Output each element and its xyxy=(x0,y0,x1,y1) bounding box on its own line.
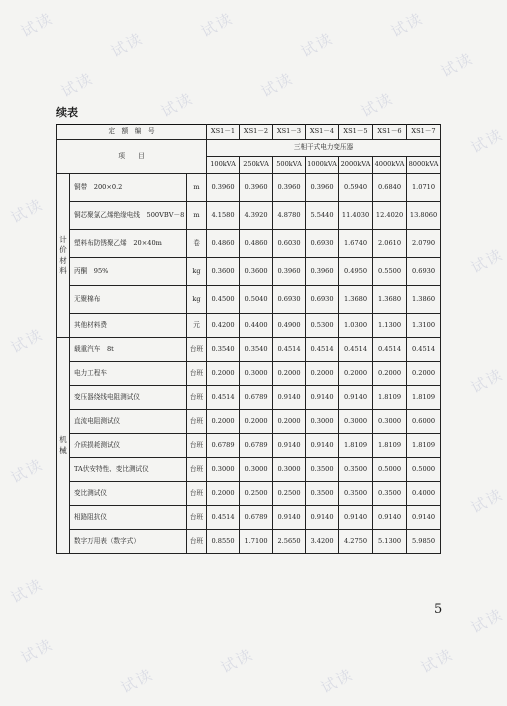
value-cell: 0.9140 xyxy=(339,386,373,410)
value-cell: 0.3600 xyxy=(207,258,240,286)
value-cell: 1.8109 xyxy=(373,434,407,458)
value-cell: 1.1300 xyxy=(373,314,407,338)
watermark-text: 试读 xyxy=(158,89,197,121)
value-cell: 0.4514 xyxy=(407,338,441,362)
item-name-cell: 铜带 200×0.2 xyxy=(70,174,187,202)
code-cell: XS1－2 xyxy=(240,125,273,140)
item-name-cell: 变比测试仪 xyxy=(70,482,187,506)
value-cell: 0.5300 xyxy=(306,314,339,338)
category-cell: 机械 xyxy=(57,338,70,554)
value-cell: 0.6000 xyxy=(407,410,441,434)
value-cell: 5.5440 xyxy=(306,202,339,230)
value-cell: 1.0300 xyxy=(339,314,373,338)
value-cell: 0.3000 xyxy=(240,362,273,386)
watermark-text: 试读 xyxy=(468,125,507,157)
value-cell: 0.5940 xyxy=(339,174,373,202)
value-cell: 0.4514 xyxy=(339,338,373,362)
table-row xyxy=(57,506,441,530)
unit-cell: 台班 xyxy=(187,482,207,506)
capacity-cell: 4000kVA xyxy=(373,157,407,174)
value-cell: 0.9140 xyxy=(306,434,339,458)
value-cell: 0.2000 xyxy=(273,362,306,386)
value-cell: 0.3540 xyxy=(240,338,273,362)
continued-table-heading: 续表 xyxy=(56,106,78,119)
value-cell: 0.4860 xyxy=(240,230,273,258)
value-cell: 0.9140 xyxy=(306,386,339,410)
value-cell: 0.6930 xyxy=(273,286,306,314)
group-header-row xyxy=(57,140,441,157)
value-cell: 0.6030 xyxy=(273,230,306,258)
value-cell: 2.0610 xyxy=(373,230,407,258)
capacity-cell: 8000kVA xyxy=(407,157,441,174)
code-header-row xyxy=(57,125,441,140)
unit-cell: 台班 xyxy=(187,530,207,554)
table-row xyxy=(57,286,441,314)
value-cell: 0.4000 xyxy=(407,482,441,506)
value-cell: 0.3960 xyxy=(240,174,273,202)
code-cell: XS1－3 xyxy=(273,125,306,140)
value-cell: 1.7100 xyxy=(240,530,273,554)
unit-cell: kg xyxy=(187,286,207,314)
value-cell: 0.8550 xyxy=(207,530,240,554)
value-cell: 0.4514 xyxy=(207,386,240,410)
category-cell: 计价材料 xyxy=(57,174,70,338)
value-cell: 0.2000 xyxy=(339,362,373,386)
value-cell: 0.2000 xyxy=(373,362,407,386)
code-cell: XS1－1 xyxy=(207,125,240,140)
value-cell: 0.5000 xyxy=(373,458,407,482)
unit-cell: 台班 xyxy=(187,458,207,482)
value-cell: 0.6930 xyxy=(407,258,441,286)
value-cell: 0.6789 xyxy=(207,434,240,458)
watermark-text: 试读 xyxy=(358,89,397,121)
watermark-text: 试读 xyxy=(18,635,57,667)
watermark-text: 试读 xyxy=(468,605,507,637)
unit-cell: 台班 xyxy=(187,386,207,410)
value-cell: 12.4020 xyxy=(373,202,407,230)
value-cell: 0.3960 xyxy=(273,258,306,286)
item-name-cell: 直流电阻测试仪 xyxy=(70,410,187,434)
table-row xyxy=(57,202,441,230)
value-cell: 0.2000 xyxy=(240,410,273,434)
watermark-text: 试读 xyxy=(218,645,257,677)
unit-cell: m xyxy=(187,174,207,202)
quota-table-body xyxy=(57,125,441,554)
value-cell: 2.5650 xyxy=(273,530,306,554)
item-name-cell: 丙酮 95% xyxy=(70,258,187,286)
value-cell: 0.4950 xyxy=(339,258,373,286)
value-cell: 0.4514 xyxy=(207,506,240,530)
watermark-text: 试读 xyxy=(58,69,97,101)
value-cell: 0.4860 xyxy=(207,230,240,258)
value-cell: 1.8109 xyxy=(407,386,441,410)
watermark-text: 试读 xyxy=(198,9,237,41)
value-cell: 0.3000 xyxy=(207,458,240,482)
quota-table xyxy=(56,124,441,554)
value-cell: 0.4500 xyxy=(207,286,240,314)
value-cell: 4.8780 xyxy=(273,202,306,230)
value-cell: 0.3500 xyxy=(306,458,339,482)
value-cell: 0.4514 xyxy=(306,338,339,362)
code-cell: XS1－4 xyxy=(306,125,339,140)
capacity-cell: 1000kVA xyxy=(306,157,339,174)
value-cell: 0.3500 xyxy=(339,482,373,506)
unit-cell: kg xyxy=(187,258,207,286)
unit-cell: 台班 xyxy=(187,410,207,434)
value-cell: 0.3500 xyxy=(373,482,407,506)
table-row xyxy=(57,386,441,410)
value-cell: 0.3960 xyxy=(207,174,240,202)
value-cell: 1.3100 xyxy=(407,314,441,338)
table-row xyxy=(57,230,441,258)
value-cell: 1.3680 xyxy=(373,286,407,314)
capacity-cell: 500kVA xyxy=(273,157,306,174)
value-cell: 4.3920 xyxy=(240,202,273,230)
value-cell: 0.6789 xyxy=(240,386,273,410)
value-cell: 0.2000 xyxy=(407,362,441,386)
value-cell: 0.6789 xyxy=(240,434,273,458)
page-number: 5 xyxy=(434,602,443,617)
value-cell: 0.3500 xyxy=(306,482,339,506)
item-name-cell: 变压器绕线电阻测试仪 xyxy=(70,386,187,410)
value-cell: 0.2000 xyxy=(306,362,339,386)
watermark-text: 试读 xyxy=(298,29,337,61)
value-cell: 5.9850 xyxy=(407,530,441,554)
value-cell: 0.9140 xyxy=(373,506,407,530)
unit-cell: 台班 xyxy=(187,434,207,458)
transformer-group-label: 三相干式电力变压器 xyxy=(207,140,441,157)
table-row xyxy=(57,174,441,202)
value-cell: 0.9140 xyxy=(407,506,441,530)
capacity-cell: 100kVA xyxy=(207,157,240,174)
table-row xyxy=(57,530,441,554)
value-cell: 0.2000 xyxy=(273,410,306,434)
item-name-cell: 塑料布防锈聚乙烯 20×40m xyxy=(70,230,187,258)
value-cell: 0.3960 xyxy=(306,258,339,286)
watermark-text: 试读 xyxy=(8,195,47,227)
watermark-text: 试读 xyxy=(8,575,47,607)
value-cell: 0.2500 xyxy=(240,482,273,506)
value-cell: 3.4200 xyxy=(306,530,339,554)
value-cell: 0.2000 xyxy=(207,482,240,506)
table-row xyxy=(57,258,441,286)
value-cell: 0.3960 xyxy=(273,174,306,202)
watermark-text: 试读 xyxy=(418,645,457,677)
unit-cell: 台班 xyxy=(187,338,207,362)
value-cell: 13.8060 xyxy=(407,202,441,230)
capacity-cell: 250kVA xyxy=(240,157,273,174)
item-name-cell: 电力工程车 xyxy=(70,362,187,386)
value-cell: 0.6930 xyxy=(306,230,339,258)
value-cell: 0.4900 xyxy=(273,314,306,338)
value-cell: 0.6930 xyxy=(306,286,339,314)
code-cell: XS1－5 xyxy=(339,125,373,140)
item-header-label: 项 目 xyxy=(57,140,207,174)
value-cell: 0.3000 xyxy=(240,458,273,482)
item-name-cell: 数字万用表（数字式） xyxy=(70,530,187,554)
value-cell: 0.3000 xyxy=(306,410,339,434)
value-cell: 1.3680 xyxy=(339,286,373,314)
unit-cell: 台班 xyxy=(187,506,207,530)
watermark-text: 试读 xyxy=(318,665,357,697)
value-cell: 0.3960 xyxy=(306,174,339,202)
value-cell: 0.2000 xyxy=(207,410,240,434)
unit-cell: 元 xyxy=(187,314,207,338)
watermark-text: 试读 xyxy=(8,455,47,487)
unit-cell: 卷 xyxy=(187,230,207,258)
item-name-cell: TA伏安特性、变比测试仪 xyxy=(70,458,187,482)
value-cell: 4.1580 xyxy=(207,202,240,230)
value-cell: 11.4030 xyxy=(339,202,373,230)
watermark-text: 试读 xyxy=(468,365,507,397)
item-name-cell: 载重汽车 8t xyxy=(70,338,187,362)
table-row xyxy=(57,362,441,386)
value-cell: 1.8109 xyxy=(339,434,373,458)
watermark-text: 试读 xyxy=(438,49,477,81)
watermark-text: 试读 xyxy=(8,325,47,357)
value-cell: 0.3600 xyxy=(240,258,273,286)
value-cell: 4.2750 xyxy=(339,530,373,554)
value-cell: 1.8109 xyxy=(407,434,441,458)
value-cell: 0.9140 xyxy=(339,506,373,530)
value-cell: 1.8109 xyxy=(373,386,407,410)
watermark-text: 试读 xyxy=(388,9,427,41)
unit-cell: m xyxy=(187,202,207,230)
value-cell: 0.2500 xyxy=(273,482,306,506)
watermark-text: 试读 xyxy=(468,485,507,517)
watermark-text: 试读 xyxy=(108,29,147,61)
value-cell: 1.6740 xyxy=(339,230,373,258)
value-cell: 1.0710 xyxy=(407,174,441,202)
value-cell: 5.1300 xyxy=(373,530,407,554)
value-cell: 0.2000 xyxy=(207,362,240,386)
norm-number-label: 定 额 编 号 xyxy=(57,125,207,140)
value-cell: 0.9140 xyxy=(273,506,306,530)
value-cell: 0.4400 xyxy=(240,314,273,338)
capacity-cell: 2000kVA xyxy=(339,157,373,174)
table-row xyxy=(57,458,441,482)
value-cell: 0.6789 xyxy=(240,506,273,530)
value-cell: 0.6840 xyxy=(373,174,407,202)
value-cell: 0.3000 xyxy=(339,410,373,434)
value-cell: 0.4514 xyxy=(373,338,407,362)
value-cell: 1.3860 xyxy=(407,286,441,314)
value-cell: 0.3500 xyxy=(339,458,373,482)
code-cell: XS1－6 xyxy=(373,125,407,140)
table-row xyxy=(57,314,441,338)
value-cell: 0.9140 xyxy=(273,386,306,410)
value-cell: 0.4200 xyxy=(207,314,240,338)
value-cell: 0.5500 xyxy=(373,258,407,286)
item-name-cell: 相路阻抗仪 xyxy=(70,506,187,530)
watermark-text: 试读 xyxy=(468,245,507,277)
value-cell: 0.3000 xyxy=(373,410,407,434)
value-cell: 0.4514 xyxy=(273,338,306,362)
value-cell: 0.9140 xyxy=(306,506,339,530)
watermark-text: 试读 xyxy=(118,665,157,697)
watermark-text: 试读 xyxy=(18,9,57,41)
value-cell: 0.5000 xyxy=(407,458,441,482)
table-row xyxy=(57,482,441,506)
watermark-text: 试读 xyxy=(258,69,297,101)
table-row xyxy=(57,410,441,434)
value-cell: 0.3000 xyxy=(273,458,306,482)
unit-cell: 台班 xyxy=(187,362,207,386)
item-name-cell: 无聚棉布 xyxy=(70,286,187,314)
value-cell: 0.5040 xyxy=(240,286,273,314)
item-name-cell: 其他材料费 xyxy=(70,314,187,338)
item-name-cell: 介质损耗测试仪 xyxy=(70,434,187,458)
item-name-cell: 铜芯聚氯乙烯绝缘电线 500VBV－8 xyxy=(70,202,187,230)
code-cell: XS1－7 xyxy=(407,125,441,140)
value-cell: 0.3540 xyxy=(207,338,240,362)
value-cell: 2.0790 xyxy=(407,230,441,258)
value-cell: 0.9140 xyxy=(273,434,306,458)
table-row xyxy=(57,434,441,458)
table-row xyxy=(57,338,441,362)
